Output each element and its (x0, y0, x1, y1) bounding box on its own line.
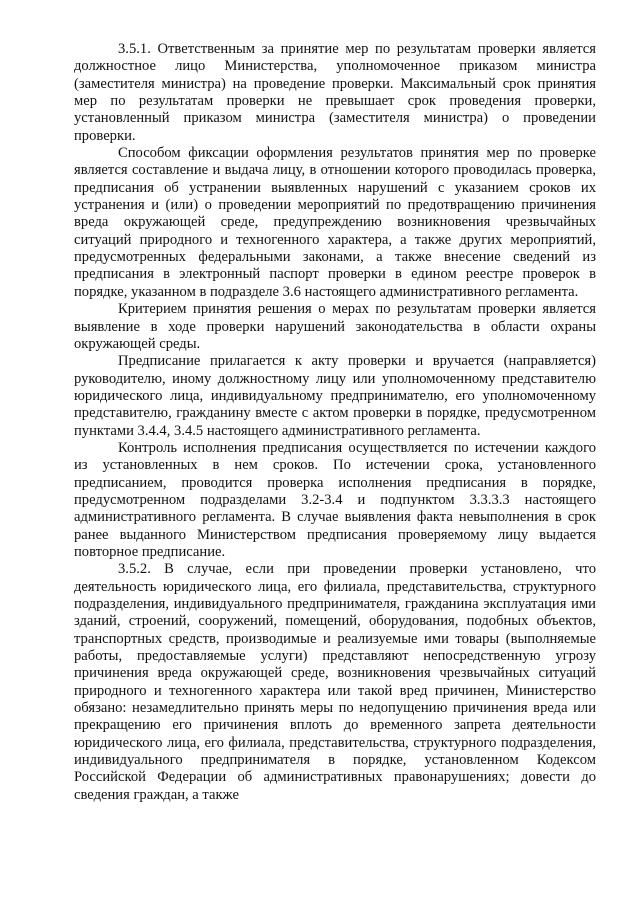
paragraph-3-5-2: 3.5.2. В случае, если при проведении проверки установлено, что деятельность юридического лица, его филиала, представительства, структурного подразделения, индивидуального предпринимателя, гражданина эксплуатация ими зданий, строений, сооружений, помещений, оборудования, подобных объектов, транспортных средств, производимые и реализуемые ими товары (выполняемые работы, предоставляемые услуги) представляют непосредственную угрозу причинения вреда окружающей среде, возникновения чрезвычайных ситуаций природного и техногенного характера или такой вред причинен, Министерство обязано: незамедлительно принять меры по недопущению причинения вреда или прекращению его причинения вплоть до временного запрета деятельности юридического лица, его филиала, представительства, структурного подразделения, индивидуального предпринимателя в порядке, установленном Кодексом Российской Федерации об административных правонарушениях; довести до сведения граждан, а также (74, 561, 596, 803)
paragraph-decision-criterion: Критерием принятия решения о мерах по результатам проверки является выявление в ходе проверки нарушений законодательства в области охраны окружающей среды. (74, 301, 596, 352)
paragraph-prescription-delivery: Предписание прилагается к акту проверки и вручается (направляется) руководителю, иному должностному лицу или уполномоченному представителю юридического лица, индивидуальному предпринимателю, его уполномоченному представителю, гражданину вместе с актом проверки в порядке, предусмотренном пунктами 3.4.4, 3.4.5 настоящего административного регламента. (74, 353, 596, 439)
paragraph-3-5-1: 3.5.1. Ответственным за принятие мер по результатам проверки является должностное лицо Министерства, уполномоченное приказом министра (заместителя министра) на проведение проверки. Максимальный срок принятия мер по результатам проверки не превышает срок проведения проверки, установленный приказом министра (заместителя министра) о проведении проверки. (74, 41, 596, 144)
paragraph-fixation-method: Способом фиксации оформления результатов принятия мер по проверке является составление и выдача лицу, в отношении которого проводилась проверка, предписания об устранении выявленных нарушений с указанием сроков их устранения и (или) о проведении мероприятий по предотвращению причинения вреда окружающей среде, предупреждению возникновения чрезвычайных ситуаций природного и техногенного характера, а также других мероприятий, предусмотренных федеральными законами, а также внесение сведений из предписания в электронный паспорт проверки в едином реестре проверок в порядке, указанном в подразделе 3.6 настоящего административного регламента. (74, 145, 596, 300)
paragraph-prescription-control: Контроль исполнения предписания осуществляется по истечении каждого из установленных в нем сроков. По истечении срока, установленного предписанием, проводится проверка исполнения предписания в порядке, предусмотренном подразделами 3.2-3.4 и подпунктом 3.3.3.3 настоящего административного регламента. В случае выявления факта невыполнения в срок ранее выданного Министерством предписания проверяемому лицу выдается повторное предписание. (74, 439, 596, 560)
